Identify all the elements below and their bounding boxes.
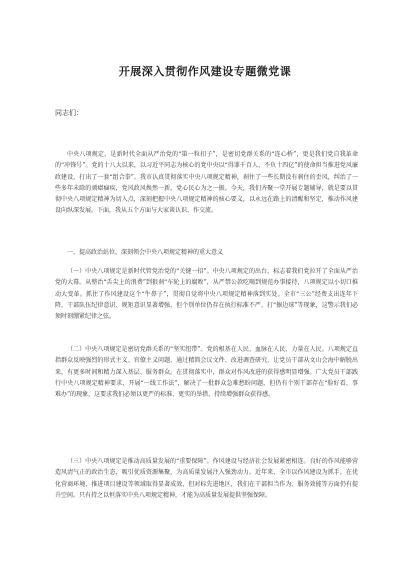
body-paragraph: （一）中央八项规定是新时代管党治党的“关键一招”。中央八项规定的出台，标志着我们党拉开了全面从严治党的大幕。从整治“舌尖上的浪费”到狠刹“车轮上的腐败”，从严禁公款吃喝到规范办事接待，八项规定以小切口推动大变革。抓住了作风建设这个“牛鼻子”，贯彻自觉将中央八项规定精神落到实处。全市“三公”经费支出连年下降，干部队伍纪律意识、规矩意识显著增强，但个别单位仍存在执行标准不严、打“擦边球”等现象，这警示我们必须时刻绷紧纪律之弦。 — [55, 268, 358, 321]
intro-paragraph: 中央八项规定，是新时代全面从严治党的“第一粒扣子”，是密切党群关系的“连心桥”，更是我们党自我革命的“冲锋号”。党的十八大以来，以习近平同志为核心的党中央以“得罪千百人、不负十四亿”的使命担当推进党风廉政建设，打出了一套“组合拳”。我市认真贯彻落实中央八项规定精神，刹住了一些长期没有刹住的歪风，纠治了一些多年未除的顽瘴痼疾，党风政风焕然一新，党心民心为之一振。今天，我们齐聚一堂开展专题辅导，就是要以贯彻中央八项规定精神为切入点，深刻把握中央八项规定精神的核心要义，以永远在路上的清醒和坚定，推动作风建设向纵深发展。下面，我从五个方面与大家谈认识、作交流。 — [55, 151, 358, 215]
body-paragraph: （三）中央八项规定是推动高质量发展的“重要保障”。作风建设与经济社会发展紧密相连。良好的作风能够营造风清气正的政治生态，吸引优质资源集聚，为高质量发展注入强劲动力。近年来，全市以作风建设为抓手，在优化营商环境、推进项目建设等领域取得显著成效，但对标先进地区，我们在干部担当作为、服务效能等方面仍有提升空间。只有持之以恒落实中央八项规定精神，才能为高质量发展提供坚强保障。 — [55, 458, 358, 499]
body-paragraph: （二）中央八项规定是密切党群关系的“坚实纽带”。党的根基在人民、血脉在人民、力量在人民。八项规定直指群众反映强烈的形式主义、官僚主义问题，通过精简会议文件、改进调查研究，让党员干部从文山会海中解脱出来，有更多时间和精力深入基层、服务群众。在贯彻落实中，群众对作风改进的获得感明显增强。广大党员干部践行中央八项规定精神要求，开展“一线工作法”，解决了一批群众急难愁盼问题，但仍有个别干部存在“脸好看、事难办”的现象，这要求我们必须以更严的标准、更实的举措，持续增强群众获得感。 — [55, 346, 358, 399]
greeting: 同志们： — [55, 109, 83, 117]
document-title: 开展深入贯彻作风建设专题微党课 — [118, 65, 292, 78]
section-heading: 一、提高政治站位，深刻领会中央八项规定精神的重大意义 — [67, 249, 224, 256]
